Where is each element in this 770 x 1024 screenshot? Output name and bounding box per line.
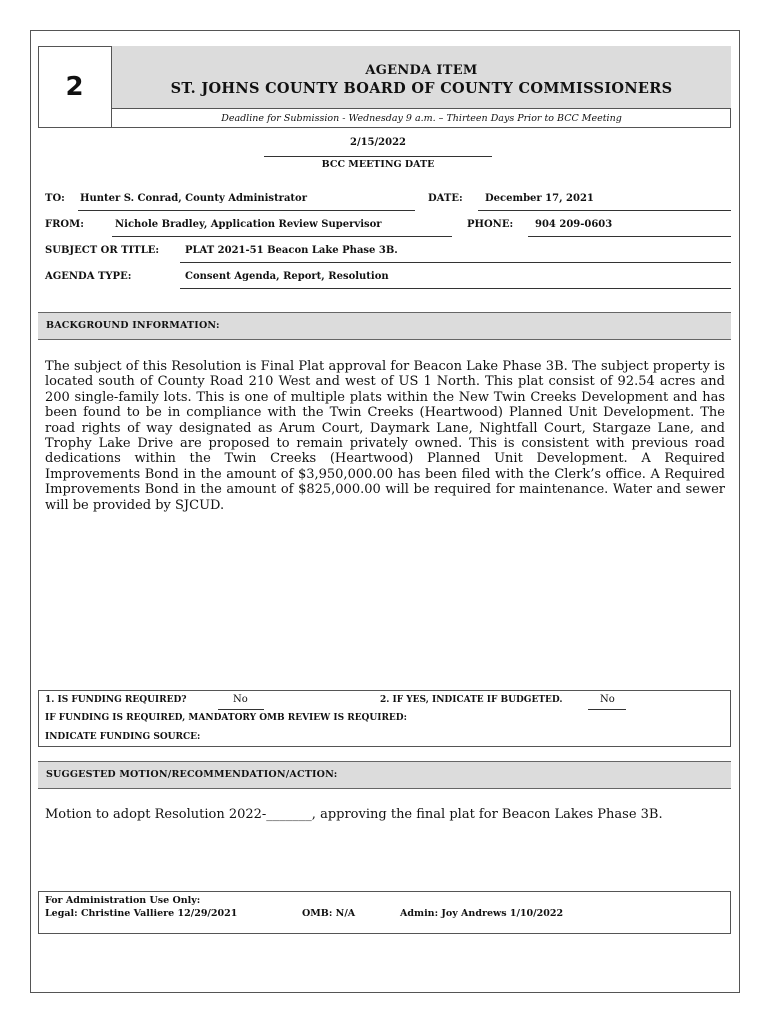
admin-omb: OMB: N/A [302, 908, 356, 919]
meeting-date-line [264, 156, 492, 157]
meeting-date-value: 2/15/2022 [349, 137, 406, 148]
background-heading: BACKGROUND INFORMATION: [38, 312, 731, 340]
from-value: Nichole Bradley, Application Review Supervisor [115, 219, 382, 230]
funding-q2-value: No [600, 694, 615, 705]
omb-note: IF FUNDING IS REQUIRED, MANDATORY OMB REVIEW IS REQUIRED: [45, 713, 407, 723]
subject-value: PLAT 2021-51 Beacon Lake Phase 3B. [185, 245, 398, 256]
agenda-type-underline [180, 288, 731, 289]
header-title [112, 46, 731, 109]
funding-q1-label: 1. IS FUNDING REQUIRED? [45, 695, 187, 705]
header-line1: AGENDA ITEM [365, 63, 478, 78]
admin-legal: Legal: Christine Valliere 12/29/2021 [45, 908, 238, 919]
funding-q2-underline [588, 709, 626, 710]
funding-q1-value: No [233, 694, 248, 705]
agenda-item-number: 2 [38, 46, 112, 128]
deadline-note: Deadline for Submission - Wednesday 9 a.m. – Thirteen Days Prior to BCC Meeting [221, 113, 622, 124]
from-label: FROM: [45, 219, 84, 230]
admin-reviewer: Admin: Joy Andrews 1/10/2022 [400, 908, 564, 919]
admin-heading: For Administration Use Only: [45, 895, 201, 906]
date-underline [478, 210, 731, 211]
to-label: TO: [45, 193, 65, 204]
phone-label: PHONE: [467, 219, 514, 230]
subject-label: SUBJECT OR TITLE: [45, 245, 160, 256]
motion-text: Motion to adopt Resolution 2022-_______, approving the final plat for Beacon Lakes Phase 3B. [45, 807, 663, 822]
meeting-date-label: BCC MEETING DATE [321, 159, 435, 170]
from-underline [112, 236, 452, 237]
to-underline [78, 210, 415, 211]
subject-underline [180, 262, 731, 263]
motion-heading: SUGGESTED MOTION/RECOMMENDATION/ACTION: [38, 761, 731, 789]
funding-q2-label: 2. IF YES, INDICATE IF BUDGETED. [380, 695, 563, 705]
funding-q1-underline [218, 709, 264, 710]
funding-source-label: INDICATE FUNDING SOURCE: [45, 732, 201, 742]
background-text: The subject of this Resolution is Final Plat approval for Beacon Lake Phase 3B. The subject property is located south of County Road 210 West and west of US 1 North. This plat consist of 92.54 acres and 200 single-family lots. This is one of multiple plats within the New Twin Creeks Development and has been found to be in compliance with the Twin Creeks (Heartwood) Planned Unit Development. The road rights of way designated as Arum Court, Daymark Lane, Nightfall Court, Stargaze Lane, and Trophy Lake Drive are proposed to remain privately owned. This is consistent with previous road dedications within the Twin Creeks (Heartwood) Planned Unit Development. A Required Improvements Bond in the amount of $3,950,000.00 has been filed with the Clerk’s office. A Required Improvements Bond in the amount of $825,000.00 will be required for maintenance. Water and sewer will be provided by SJCUD. [45, 359, 725, 513]
to-value: Hunter S. Conrad, County Administrator [80, 193, 307, 204]
phone-underline [528, 236, 731, 237]
agenda-type-label: AGENDA TYPE: [45, 271, 132, 282]
header-line2: ST. JOHNS COUNTY BOARD OF COUNTY COMMISSIONERS [170, 80, 673, 97]
agenda-type-value: Consent Agenda, Report, Resolution [185, 271, 389, 282]
date-value: December 17, 2021 [485, 193, 594, 204]
date-label: DATE: [428, 193, 463, 204]
phone-value: 904 209-0603 [535, 219, 613, 230]
